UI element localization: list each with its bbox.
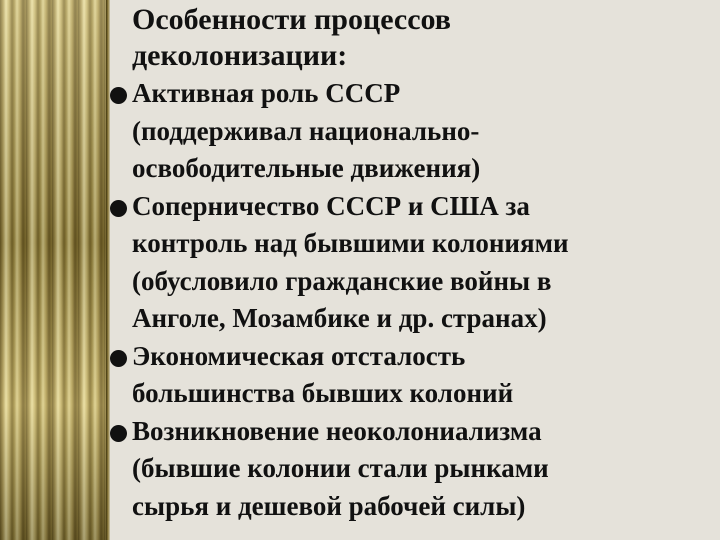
bullet-line: Активная роль СССР (132, 78, 401, 108)
bullet-line: освободительные движения) (132, 153, 481, 183)
decorative-gold-strip (0, 0, 106, 540)
bullet-line: (обусловило гражданские войны в (132, 265, 552, 296)
bullet-item-ussr-role (108, 75, 714, 188)
bullet-icon (110, 425, 127, 442)
bullet-line: большинства бывших колоний (132, 378, 514, 408)
bullet-line: Возникновение неоколониализма (132, 415, 542, 446)
bullet-icon (110, 200, 127, 217)
bullet-list (108, 75, 714, 525)
bullet-line: (бывшие колонии стали рынками (132, 453, 549, 483)
bullet-icon (110, 87, 127, 104)
bullet-line: Анголе, Мозамбике и др. странах) (132, 303, 547, 333)
title-line: Особенности процессов (132, 3, 451, 36)
bullet-item-rivalry (108, 188, 714, 338)
bullet-line: Соперничество СССР и США за (132, 190, 530, 221)
bullet-line: контроль над бывшими колониями (132, 228, 569, 258)
bullet-item-neocolonialism (108, 413, 714, 526)
bullet-icon (110, 350, 127, 367)
bullet-line: (поддерживал национально- (132, 115, 480, 146)
title-line: деколонизации: (132, 39, 348, 72)
slide-title (132, 2, 712, 74)
bullet-item-economic-backwardness (108, 338, 714, 413)
bullet-line: Экономическая отсталость (132, 340, 466, 371)
bullet-line: сырья и дешевой рабочей силы) (132, 490, 526, 521)
